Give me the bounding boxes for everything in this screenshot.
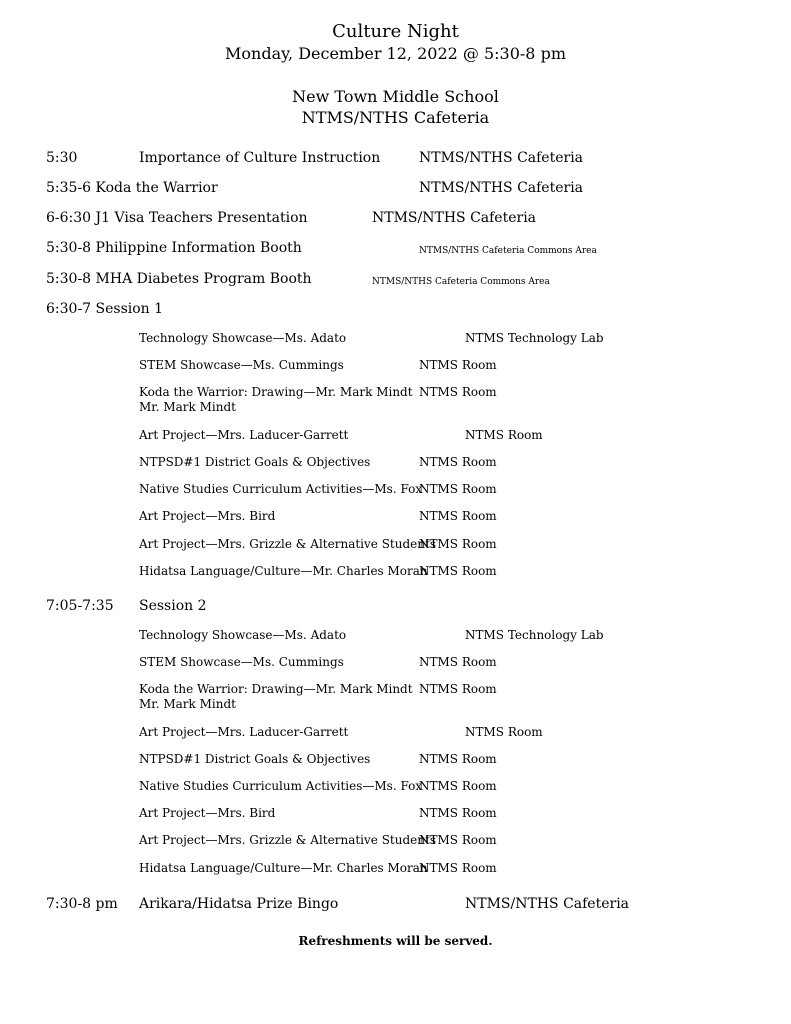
session2-activity: Art Project—Mrs. Laducer-Garrett [139,725,349,739]
session1-location: NTMS Room [419,358,497,372]
footer-note: Refreshments will be served. [298,934,493,948]
schedule-location: NTMS/NTHS Cafeteria [419,150,584,166]
event-date: Monday, December 12, 2022 @ 5:30-8 pm [225,44,566,63]
activity-line: Koda the Warrior: Drawing—Mr. Mark Mindt [139,385,413,399]
schedule-location: NTMS/NTHS Cafeteria Commons Area [372,277,550,287]
session1-location: NTMS Room [419,482,497,496]
session1-activity: Native Studies Curriculum Activities—Ms. Fox [139,482,423,496]
session2-location: NTMS Room [465,725,543,739]
schedule-event: 5:30-8 Philippine Information Booth [46,240,302,256]
session1-activity: Art Project—Mrs. Bird [139,509,276,523]
session1-location: NTMS Room [419,537,497,551]
session1-location: NTMS Room [419,564,497,578]
session1-location: NTMS Technology Lab [465,331,604,345]
session1-location: NTMS Room [419,455,497,469]
school-name: New Town Middle School [292,87,499,106]
session1-activity: Art Project—Mrs. Grizzle & Alternative Students [139,537,436,551]
session1-location: NTMS Room [419,385,497,399]
schedule-event: 5:35-6 Koda the Warrior [46,180,218,196]
session2-location: NTMS Room [419,779,497,793]
finale-location: NTMS/NTHS Cafeteria [465,896,630,912]
session2-activity: Art Project—Mrs. Bird [139,806,276,820]
activity-line: Koda the Warrior: Drawing—Mr. Mark Mindt [139,682,413,696]
session2-activity: Native Studies Curriculum Activities—Ms. Fox [139,779,423,793]
session2-time: 7:05-7:35 [46,598,114,614]
session1-heading: 6:30-7 Session 1 [46,301,164,317]
activity-line: Mr. Mark Mindt [139,697,236,711]
session2-activity: Hidatsa Language/Culture—Mr. Charles Moran [139,861,428,875]
schedule-location: NTMS/NTHS Cafeteria [419,180,584,196]
session2-location: NTMS Technology Lab [465,628,604,642]
session2-location: NTMS Room [419,655,497,669]
session2-activity: Art Project—Mrs. Grizzle & Alternative Students [139,833,436,847]
session1-location: NTMS Room [465,428,543,442]
schedule-event: Importance of Culture Instruction [139,150,381,166]
session2-location: NTMS Room [419,806,497,820]
session2-activity: NTPSD#1 District Goals & Objectives [139,752,371,766]
session2-activity: STEM Showcase—Ms. Cummings [139,655,344,669]
session1-activity: STEM Showcase—Ms. Cummings [139,358,344,372]
session1-location: NTMS Room [419,509,497,523]
session2-activity: Technology Showcase—Ms. Adato [139,628,347,642]
session2-activity [139,682,413,712]
session2-location: NTMS Room [419,752,497,766]
finale-event: Arikara/Hidatsa Prize Bingo [139,896,339,912]
session1-activity: Art Project—Mrs. Laducer-Garrett [139,428,349,442]
schedule-location: NTMS/NTHS Cafeteria Commons Area [419,246,597,256]
finale-time: 7:30-8 pm [46,896,118,912]
session1-activity [139,385,413,415]
activity-line: Mr. Mark Mindt [139,400,236,414]
session2-location: NTMS Room [419,682,497,696]
schedule-time: 5:30 [46,150,78,166]
venue-name: NTMS/NTHS Cafeteria [301,108,490,127]
schedule-event: 6-6:30 J1 Visa Teachers Presentation [46,210,308,226]
session2-location: NTMS Room [419,861,497,875]
schedule-location: NTMS/NTHS Cafeteria [372,210,537,226]
session1-activity: NTPSD#1 District Goals & Objectives [139,455,371,469]
session2-heading: Session 2 [139,598,207,614]
page-title: Culture Night [332,21,459,42]
schedule-event: 5:30-8 MHA Diabetes Program Booth [46,271,312,287]
session2-location: NTMS Room [419,833,497,847]
session1-activity: Technology Showcase—Ms. Adato [139,331,347,345]
session1-activity: Hidatsa Language/Culture—Mr. Charles Moran [139,564,428,578]
